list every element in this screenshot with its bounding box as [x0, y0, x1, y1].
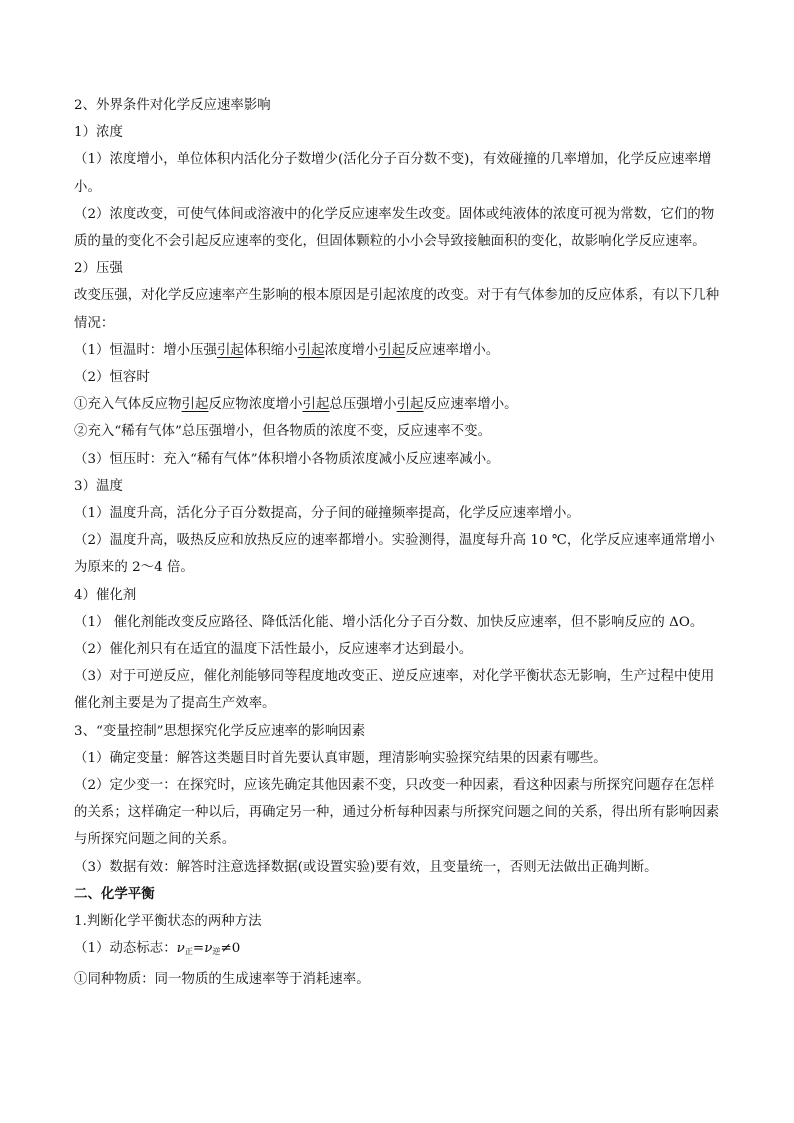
section-heading-chemical-equilibrium: 二、化学平衡	[74, 885, 155, 902]
subheading-temperature: 3）温度	[74, 478, 123, 494]
text-segment: 反应速率增小。	[405, 342, 500, 358]
text-segment: 总压强增小	[329, 397, 397, 413]
subscript-reverse: 逆	[212, 947, 221, 957]
paragraph-pressure-constant-volume: （2）恒容时	[74, 370, 150, 386]
paragraph-add-reactant-gas	[74, 391, 724, 418]
text-segment: （1）动态标志：	[74, 941, 177, 957]
paragraph-catalyst-1: （1） 催化剂能改变反应路径、降低活化能、增小活化分子百分数、加快反应速率，但不影响反应的 ΔO。	[74, 614, 704, 630]
section-heading-external-conditions: 2、外界条件对化学反应速率影响	[74, 98, 271, 113]
subheading-pressure: 2）压强	[74, 261, 123, 277]
underlined-causes: 引起	[297, 342, 325, 358]
paragraph-pressure-intro: 改变压强，对化学反应速率产生影响的根本原因是引起浓度的改变。对于有气体参加的反应体系，有以下几种情况：	[74, 288, 720, 331]
paragraph-catalyst-2: （2）催化剂只有在适宜的温度下活性最小，反应速率才达到最小。	[74, 642, 473, 658]
underlined-causes: 引起	[181, 397, 209, 413]
paragraph-temperature-1: （1）温度升高，活化分子百分数提高，分子间的碰撞频率提高，化学反应速率增小。	[74, 506, 580, 522]
underlined-causes: 引起	[216, 342, 244, 358]
paragraph-temperature-2: （2）温度升高，吸热反应和放热反应的速率都增小。实验测得，温度每升高 10 ℃，化学反应速率通常增小为原来的 2～4 倍。	[74, 533, 715, 576]
paragraph-variable-control-2: （2）定少变一：在探究时，应该先确定其他因素不变，只改变一种因素，看这种因素与所探究问题存在怎样的关系；这样确定一种以后，再确定另一种，通过分析每种因素与所探究问题之间的关系，得出所有影响因素与所探究问题之间的关系。	[74, 778, 720, 848]
paragraph-variable-control-1: （1）确定变量：解答这类题目时首先要认真审题，理清影响实验探究结果的因素有哪些。	[74, 750, 607, 766]
paragraph-concentration-1: （1）浓度增小，单位体积内活化分子数增少(活化分子百分数不变)，有效碰撞的几率增加，化学反应速率增小。	[74, 152, 712, 195]
paragraph-pressure-constant-temp	[74, 337, 724, 364]
paragraph-same-substance: ①同种物质：同一物质的生成速率等于消耗速率。	[74, 971, 370, 987]
paragraph-catalyst-3: （3）对于可逆反应，催化剂能够同等程度地改变正、逆反应速率，对化学平衡状态无影响，生产过程中使用催化剂主要是为了提高生产效率。	[74, 669, 715, 712]
section-heading-variable-control: 3、“变量控制”思想探究化学反应速率的影响因素	[74, 723, 366, 739]
text-segment: （1）恒温时：增小压强	[74, 342, 217, 358]
paragraph-concentration-2: （2）浓度改变，可使气体间或溶液中的化学反应速率发生改变。固体或纯液体的浓度可视为常数，它们的物质的量的变化不会引起反应速率的变化，但固体颗粒的小小会导致接触面积的变化，故影响化学反应速率。	[74, 206, 715, 250]
paragraph-pressure-constant-pressure: （3）恒压时：充入“稀有气体”体积增小各物质浓度减小反应速率减小。	[74, 451, 500, 467]
subscript-forward: 正	[184, 947, 193, 957]
text-segment: ≠0	[220, 941, 241, 957]
text-segment: 浓度增小	[324, 342, 379, 358]
underlined-causes: 引起	[396, 397, 424, 413]
text-segment: 体积缩小	[243, 342, 298, 358]
text-segment: 反应物浓度增小	[208, 397, 303, 413]
equals-sign: =	[192, 941, 205, 957]
paragraph-add-inert-gas-volume: ②充入“稀有气体”总压强增小，但各物质的浓度不变，反应速率不变。	[74, 424, 492, 440]
nu-symbol: ν	[204, 941, 213, 957]
text-segment: 反应速率增小。	[423, 397, 518, 413]
document-body	[74, 92, 724, 993]
underlined-causes: 引起	[302, 397, 330, 413]
nu-symbol: ν	[176, 941, 185, 957]
subheading-catalyst: 4）催化剂	[74, 587, 137, 603]
paragraph-variable-control-3: （3）数据有效：解答时注意选择数据(或设置实验)要有效，且变量统一，否则无法做出正确判断。	[74, 859, 658, 875]
subheading-equilibrium-methods: 1.判断化学平衡状态的两种方法	[74, 914, 262, 930]
paragraph-dynamic-sign	[74, 935, 724, 965]
subheading-concentration: 1）浓度	[74, 125, 123, 141]
text-segment: ①充入气体反应物	[74, 397, 182, 413]
underlined-causes: 引起	[378, 342, 406, 358]
